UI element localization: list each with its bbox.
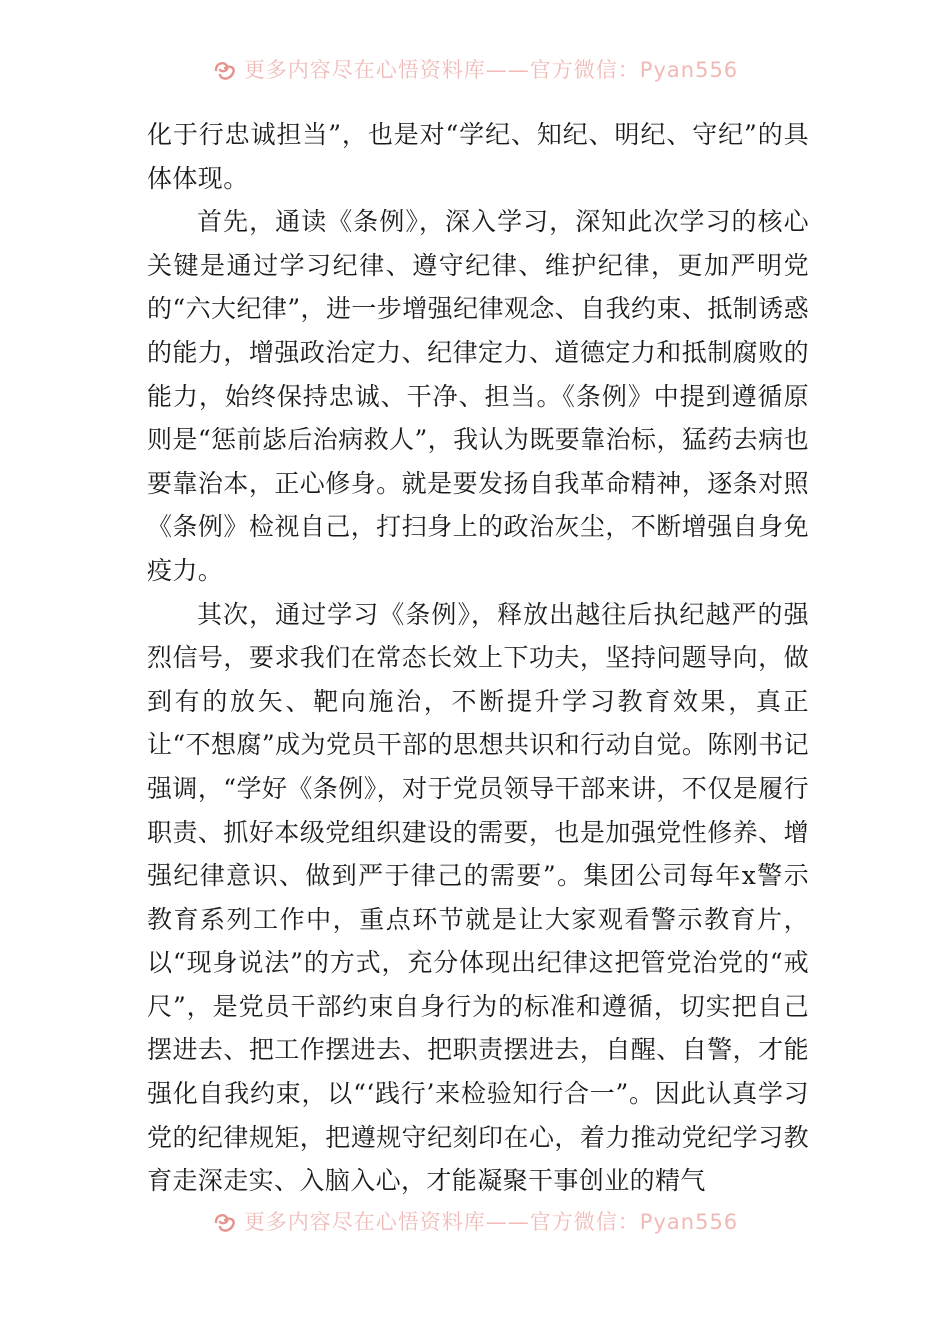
document-body	[147, 113, 809, 1203]
watermark-logo-icon	[212, 1210, 238, 1234]
header-watermark	[0, 52, 950, 86]
footer-watermark	[0, 1204, 950, 1238]
paragraph-2: 首先，通读《条例》，深入学习，深知此次学习的核心关键是通过学习纪律、遵守纪律、维护纪律，更加严明党的“六大纪律”，进一步增强纪律观念、自我约束、抵制诱惑的能力，增强政治定力、纪律定力、道德定力和抵制腐败的能力，始终保持忠诚、干净、担当。《条例》中提到遵循原则是“惩前毖后治病救人”，我认为既要靠治标，猛药去病也要靠治本，正心修身。就是要发扬自我革命精神，逐条对照《条例》检视自己，打扫身上的政治灰尘，不断增强自身免疫力。	[147, 207, 809, 585]
footer-watermark-text: 更多内容尽在心悟资料库——官方微信：Pyan556	[243, 1210, 739, 1234]
paragraph-3: 其次，通过学习《条例》，释放出越往后执纪越严的强烈信号，要求我们在常态长效上下功夫，坚持问题导向，做到有的放矢、靶向施治，不断提升学习教育效果，真正让“不想腐”成为党员干部的思想共识和行动自觉。陈刚书记强调，“学好《条例》，对于党员领导干部来讲，不仅是履行职责、抓好本级党组织建设的需要，也是加强党性修养、增强纪律意识、做到严于律己的需要”。集团公司每年x警示教育系列工作中，重点环节就是让大家观看警示教育片，以“现身说法”的方式，充分体现出纪律这把管党治党的“戒尺”，是党员干部约束自身行为的标准和遵循，切实把自己摆进去、把工作摆进去、把职责摆进去，自醒、自警，才能强化自我约束，以“‘践行’来检验知行合一”。因此认真学习党的纪律规矩，把遵规守纪刻印在心，着力推动党纪学习教育走深走实、入脑入心，才能凝聚干事创业的精气	[147, 599, 809, 1196]
watermark-logo-icon	[212, 58, 238, 82]
header-watermark-text: 更多内容尽在心悟资料库——官方微信：Pyan556	[243, 58, 739, 82]
paragraph-1: 化于行忠诚担当”，也是对“学纪、知纪、明纪、守纪”的具体体现。	[147, 120, 809, 193]
